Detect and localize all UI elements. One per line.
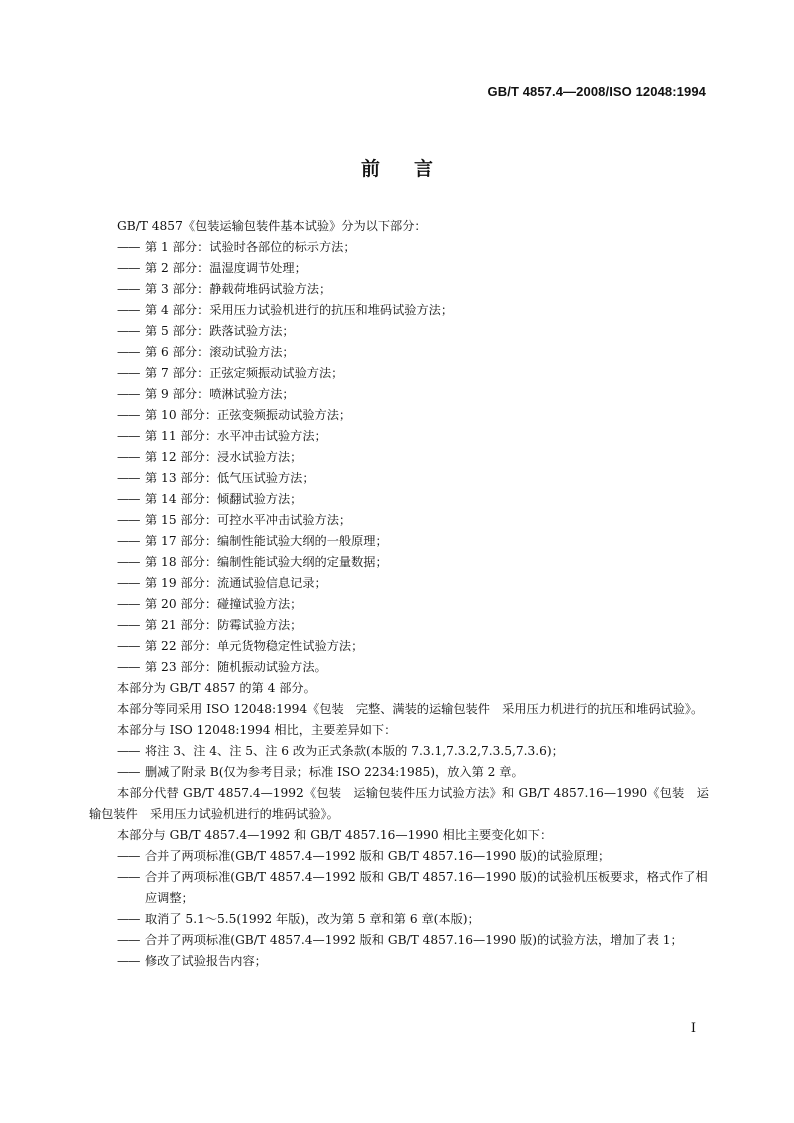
list-item xyxy=(89,594,709,615)
dash-mark: —— xyxy=(117,555,140,569)
list-item-text: 第 3 部分：静载荷堆码试验方法； xyxy=(145,282,332,296)
list-item xyxy=(89,405,709,426)
list-item-text: 合并了两项标准(GB/T 4857.4—1992 版和 GB/T 4857.16—1990 版)的试验方法，增加了表 1； xyxy=(145,933,683,947)
list-item-text: 删减了附录 B(仅为参考目录；标准 ISO 2234:1985)，放入第 2 章。 xyxy=(145,765,524,779)
dash-mark: —— xyxy=(117,765,140,779)
list-item-text: 第 18 部分：编制性能试验大纲的定量数据； xyxy=(145,555,388,569)
list-item xyxy=(89,489,709,510)
list-item-text: 第 15 部分：可控水平冲击试验方法； xyxy=(145,513,352,527)
dash-mark: —— xyxy=(117,954,140,968)
list-item xyxy=(89,909,709,930)
differences-list xyxy=(89,741,709,783)
standard-number-header: GB/T 4857.4—2008/ISO 12048:1994 xyxy=(487,84,706,99)
changes-list xyxy=(89,846,709,972)
list-item-text: 第 1 部分：试验时各部位的标示方法； xyxy=(145,240,356,254)
list-item-text: 第 12 部分：浸水试验方法； xyxy=(145,450,303,464)
list-item-text: 第 17 部分：编制性能试验大纲的一般原理； xyxy=(145,534,388,548)
dash-mark: —— xyxy=(117,660,140,674)
intro-paragraph: GB/T 4857《包装运输包装件基本试验》分为以下部分： xyxy=(117,219,427,233)
list-item xyxy=(89,510,709,531)
dash-mark: —— xyxy=(117,534,140,548)
list-item-text: 第 2 部分：温湿度调节处理； xyxy=(145,261,307,275)
list-item xyxy=(89,573,709,594)
dash-mark: —— xyxy=(117,471,140,485)
dash-mark: —— xyxy=(117,513,140,527)
dash-mark: —— xyxy=(117,870,140,884)
list-item xyxy=(89,363,709,384)
list-item xyxy=(89,300,709,321)
list-item xyxy=(89,636,709,657)
list-item xyxy=(89,531,709,552)
differences-intro-paragraph: 本部分与 ISO 12048:1994 相比，主要差异如下： xyxy=(117,723,397,737)
list-item xyxy=(89,237,709,258)
parts-list xyxy=(89,237,709,678)
list-item-text: 取消了 5.1～5.5(1992 年版)，改为第 5 章和第 6 章(本版)； xyxy=(145,912,480,926)
dash-mark: —— xyxy=(117,912,140,926)
list-item-text: 第 11 部分：水平冲击试验方法； xyxy=(145,429,327,443)
list-item-text: 第 19 部分：流通试验信息记录； xyxy=(145,576,327,590)
dash-mark: —— xyxy=(117,576,140,590)
list-item-text: 第 14 部分：倾翻试验方法； xyxy=(145,492,303,506)
list-item-text: 第 22 部分：单元货物稳定性试验方法； xyxy=(145,639,364,653)
dash-mark: —— xyxy=(117,849,140,863)
list-item xyxy=(89,258,709,279)
replaces-paragraph: 本部分代替 GB/T 4857.4—1992《包装 运输包装件压力试验方法》和 GB/T 4857.16—1990《包装 运输包装件 采用压力试验机进行的堆码试验》。 xyxy=(89,786,709,821)
dash-mark: —— xyxy=(117,933,140,947)
list-item xyxy=(89,342,709,363)
list-item xyxy=(89,552,709,573)
dash-mark: —— xyxy=(117,429,140,443)
dash-mark: —— xyxy=(117,408,140,422)
part4-paragraph: 本部分为 GB/T 4857 的第 4 部分。 xyxy=(117,681,316,695)
list-item-text: 合并了两项标准(GB/T 4857.4—1992 版和 GB/T 4857.16—1990 版)的试验机压板要求，格式作了相应调整； xyxy=(145,870,708,905)
dash-mark: —— xyxy=(117,618,140,632)
list-item xyxy=(89,741,709,762)
page-title: 前言 xyxy=(360,158,467,180)
list-item-text: 第 6 部分：滚动试验方法； xyxy=(145,345,295,359)
dash-mark: —— xyxy=(117,240,140,254)
list-item xyxy=(89,846,709,867)
list-item xyxy=(89,615,709,636)
dash-mark: —— xyxy=(117,261,140,275)
list-item-text: 第 13 部分：低气压试验方法； xyxy=(145,471,315,485)
list-item xyxy=(89,321,709,342)
list-item-text: 第 5 部分：跌落试验方法； xyxy=(145,324,295,338)
list-item-text: 第 20 部分：碰撞试验方法； xyxy=(145,597,303,611)
list-item-text: 第 4 部分：采用压力试验机进行的抗压和堆码试验方法； xyxy=(145,303,454,317)
list-item xyxy=(89,384,709,405)
list-item xyxy=(89,762,709,783)
dash-mark: —— xyxy=(117,303,140,317)
list-item xyxy=(89,468,709,489)
list-item-text: 合并了两项标准(GB/T 4857.4—1992 版和 GB/T 4857.16—1990 版)的试验原理； xyxy=(145,849,611,863)
dash-mark: —— xyxy=(117,639,140,653)
changes-intro-paragraph: 本部分与 GB/T 4857.4—1992 和 GB/T 4857.16—1990 相比主要变化如下： xyxy=(117,828,553,842)
dash-mark: —— xyxy=(117,450,140,464)
list-item-text: 第 10 部分：正弦变频振动试验方法； xyxy=(145,408,352,422)
dash-mark: —— xyxy=(117,345,140,359)
list-item xyxy=(89,867,709,909)
list-item xyxy=(89,279,709,300)
list-item-text: 第 9 部分：喷淋试验方法； xyxy=(145,387,295,401)
list-item xyxy=(89,951,709,972)
list-item-text: 将注 3、注 4、注 5、注 6 改为正式条款(本版的 7.3.1,7.3.2,7.3.5,7.3.6)； xyxy=(145,744,564,758)
page-number: I xyxy=(690,1021,696,1036)
foreword-body xyxy=(89,216,709,972)
dash-mark: —— xyxy=(117,597,140,611)
list-item xyxy=(89,930,709,951)
dash-mark: —— xyxy=(117,366,140,380)
dash-mark: —— xyxy=(117,282,140,296)
list-item-text: 修改了试验报告内容； xyxy=(145,954,267,968)
list-item xyxy=(89,426,709,447)
dash-mark: —— xyxy=(117,744,140,758)
list-item xyxy=(89,447,709,468)
dash-mark: —— xyxy=(117,492,140,506)
dash-mark: —— xyxy=(117,324,140,338)
equivalent-paragraph: 本部分等同采用 ISO 12048:1994《包装 完整、满装的运输包装件 采用压力机进行的抗压和堆码试验》。 xyxy=(117,702,704,716)
dash-mark: —— xyxy=(117,387,140,401)
list-item-text: 第 23 部分：随机振动试验方法。 xyxy=(145,660,327,674)
list-item xyxy=(89,657,709,678)
list-item-text: 第 21 部分：防霉试验方法； xyxy=(145,618,303,632)
list-item-text: 第 7 部分：正弦定频振动试验方法； xyxy=(145,366,344,380)
